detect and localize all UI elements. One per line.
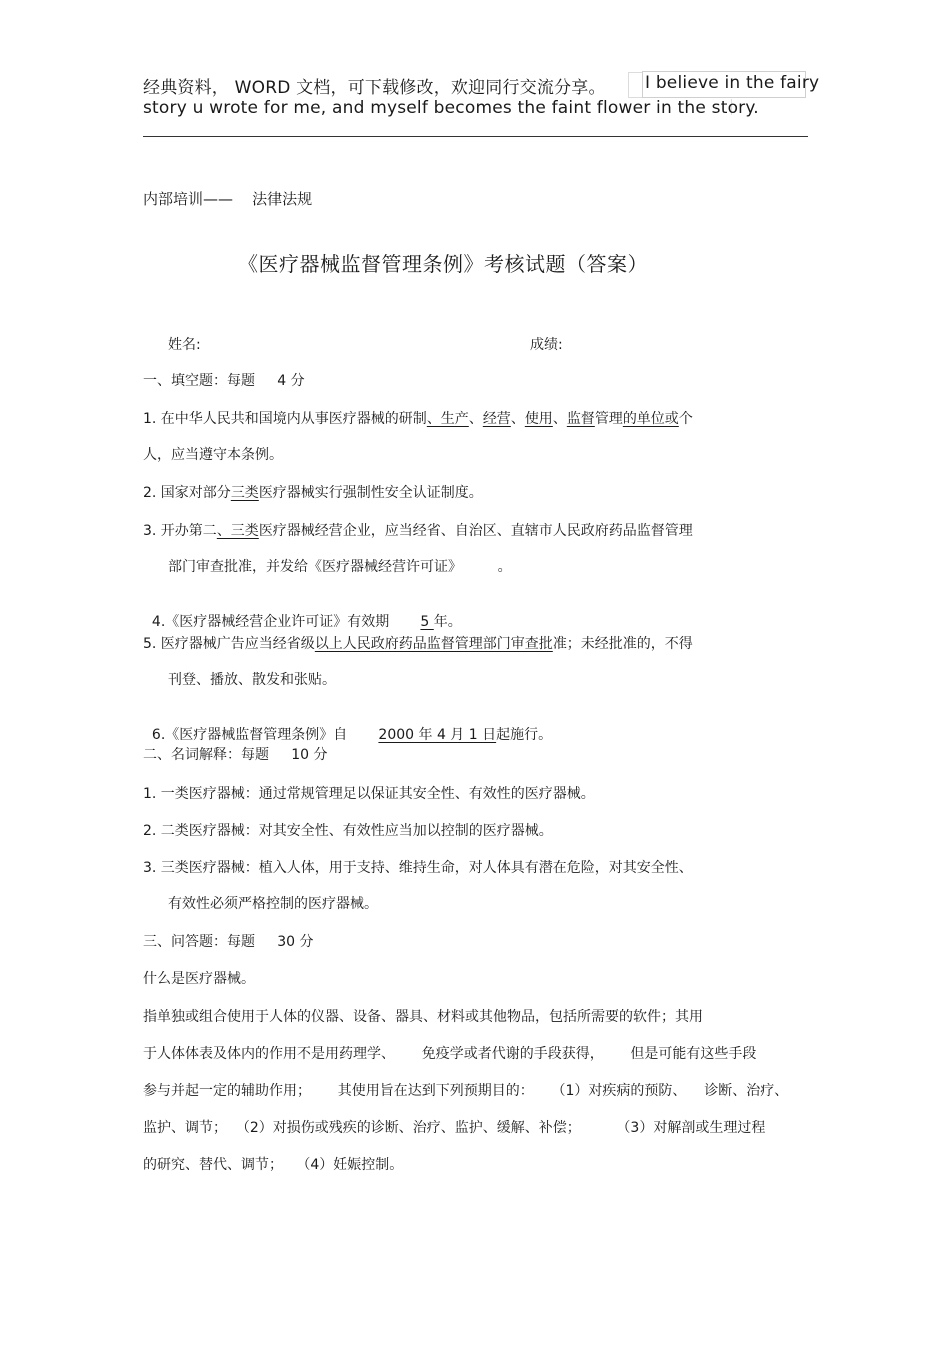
q1-blank-use: 使用 [524, 411, 553, 427]
q6-blank: 2000 年 4 月 1 日 [378, 727, 497, 743]
q1-sep: 、 [468, 411, 483, 427]
q6-text-end: 起施行。 [496, 727, 553, 743]
question-3-line2: 部门审查批准，并发给《医疗器械经营许可证》 。 [168, 559, 512, 575]
category-label: 内部培训—— 法律法规 [143, 190, 313, 208]
question-5-line2: 刊登、播放、散发和张贴。 [168, 672, 336, 688]
score-label: 成绩: [530, 337, 563, 353]
answer-line: 于人体体表及体内的作用不是用药理学、 免疫学或者代谢的手段获得， 但是可能有这些手段 [143, 1046, 757, 1062]
header-line1-cn: 经典资料， WORD 文档，可下载修改，欢迎同行交流分享。 [143, 78, 606, 98]
essay-question: 什么是医疗器械。 [143, 971, 255, 987]
answer-line: 监护、调节； （2）对损伤或残疾的诊断、治疗、监护、缓解、补偿； （3）对解剖或生理过程 [143, 1120, 766, 1136]
answer-line: 指单独或组合使用于人体的仪器、设备、器具、材料或其他物品，包括所需要的软件；其用 [143, 1009, 703, 1025]
header-frame-left [628, 72, 643, 98]
q3-text: 3. 开办第二 [143, 523, 217, 539]
definition-2: 2. 二类医疗器械：对其安全性、有效性应当加以控制的医疗器械。 [143, 823, 553, 839]
q2-text: 2. 国家对部分 [143, 485, 231, 501]
question-5 [143, 633, 693, 653]
q2-blank: 三类 [230, 485, 259, 501]
definition-3-line2: 有效性必须严格控制的医疗器械。 [168, 896, 378, 912]
q3-text-end: 医疗器械经营企业，应当经省、自治区、直辖市人民政府药品监督管理 [258, 523, 693, 539]
name-label: 姓名: [168, 337, 201, 353]
q3-blank: 、三类 [216, 523, 259, 539]
definition-1: 1. 一类医疗器械：通过常规管理足以保证其安全性、有效性的医疗器械。 [143, 786, 595, 802]
question-4 [143, 595, 462, 631]
q4-text: 4.《医疗器械经营企业许可证》有效期 [151, 614, 421, 630]
page-title: 《医疗器械监督管理条例》考核试题（答案） [238, 252, 648, 276]
q1-text: 1. 在中华人民共和国境内从事医疗器械的研制 [143, 411, 427, 427]
answer-line: 的研究、替代、调节； （4）妊娠控制。 [143, 1157, 404, 1173]
q1-blank-unit: 的单位或 [622, 411, 679, 427]
section-3-heading: 三、问答题：每题 30 分 [143, 934, 314, 950]
q5-blank: 以上人民政府药品监督管理部门审查批 [314, 636, 553, 652]
header-line1-en: I believe in the fairy [645, 73, 820, 93]
q2-text-end: 医疗器械实行强制性安全认证制度。 [258, 485, 483, 501]
section-1-heading: 一、填空题：每题 4 分 [143, 373, 305, 389]
q1-blank-supervise: 监督 [566, 411, 595, 427]
q1-blank-research: 、生产 [426, 411, 469, 427]
q6-text: 6.《医疗器械监督管理条例》自 [151, 727, 379, 743]
q1-sep: 、 [552, 411, 567, 427]
question-6 [143, 708, 552, 744]
header-divider [143, 136, 808, 137]
q5-text: 5. 医疗器械广告应当经省级 [143, 636, 315, 652]
question-1-line2: 人，应当遵守本条例。 [143, 447, 283, 463]
q1-blank-operate: 经营 [482, 411, 511, 427]
q4-text-end: 年。 [433, 614, 462, 630]
definition-3: 3. 三类医疗器械：植入人体，用于支持、维持生命，对人体具有潜在危险，对其安全性、 [143, 860, 693, 876]
question-3 [143, 520, 693, 540]
q5-text-end: 准；未经批准的，不得 [552, 636, 693, 652]
header-line2: story u wrote for me, and myself becomes the faint flower in the story. [143, 98, 759, 118]
answer-line: 参与并起一定的辅助作用； 其使用旨在达到下列预期目的： （1）对疾病的预防、 诊断、治疗、 [143, 1083, 789, 1099]
q1-sep: 、 [510, 411, 525, 427]
q1-text-end: 个 [678, 411, 693, 427]
q4-blank: 5 [420, 614, 434, 630]
question-1 [143, 408, 693, 428]
section-2-heading: 二、名词解释：每题 10 分 [143, 747, 328, 763]
q1-text-manage: 管理 [594, 411, 623, 427]
question-2 [143, 482, 483, 502]
